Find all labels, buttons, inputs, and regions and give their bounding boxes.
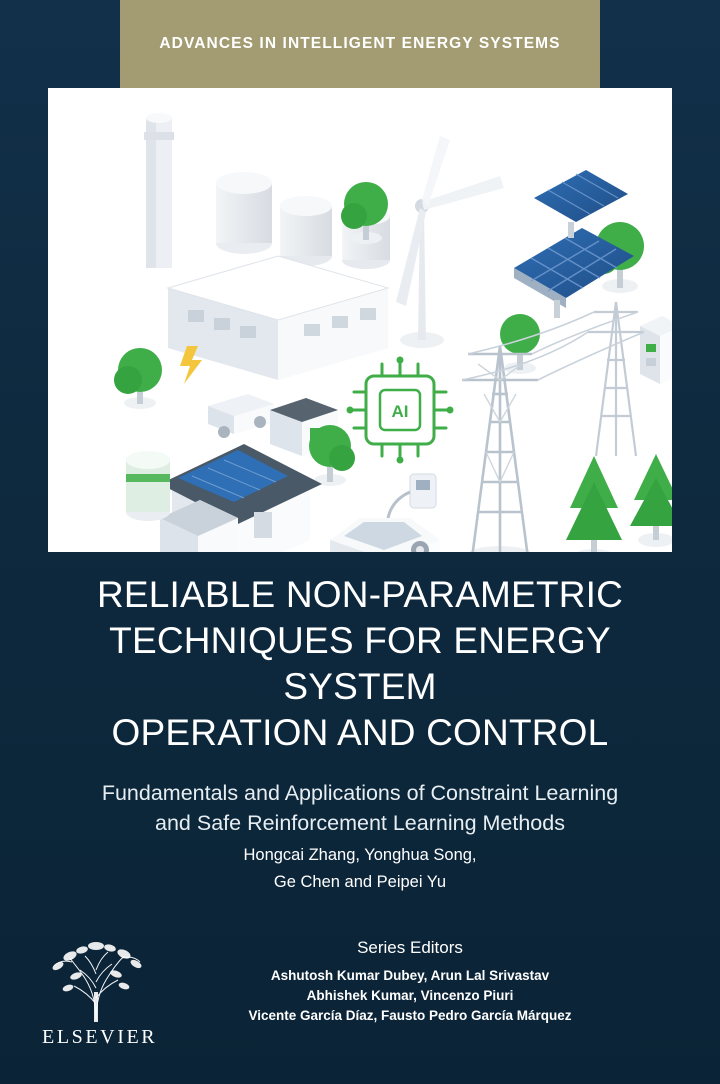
authors-line-2: Ge Chen and Peipei Yu bbox=[273, 873, 447, 891]
cover-illustration-panel bbox=[48, 88, 672, 552]
series-editor-line: Abhishek Kumar, Vincenzo Piuri bbox=[306, 988, 514, 1003]
title-line-3: OPERATION AND CONTROL bbox=[111, 712, 609, 753]
series-editor-line: Ashutosh Kumar Dubey, Arun Lal Srivastav bbox=[270, 968, 550, 983]
smokestack-icon bbox=[144, 113, 174, 268]
authors-line-1: Hongcai Zhang, Yonghua Song, bbox=[243, 846, 477, 864]
elsevier-tree-icon bbox=[42, 932, 150, 1024]
series-editors-block bbox=[150, 938, 670, 1026]
ai-chip-label: AI bbox=[391, 402, 409, 421]
series-banner-text: ADVANCES IN INTELLIGENT ENERGY SYSTEMS bbox=[159, 35, 561, 52]
publisher-wordmark: ELSEVIER bbox=[42, 1026, 158, 1048]
title-line-2: TECHNIQUES FOR ENERGY SYSTEM bbox=[109, 620, 611, 707]
series-editor-line: Vicente García Díaz, Fausto Pedro García Márquez bbox=[248, 1008, 572, 1023]
title-line-1: RELIABLE NON-PARAMETRIC bbox=[96, 574, 624, 615]
series-editors-heading: Series Editors bbox=[357, 938, 463, 957]
inverter-cabinet-icon bbox=[640, 316, 672, 384]
battery-tank-icon bbox=[126, 451, 170, 521]
publisher-logo bbox=[42, 932, 158, 1049]
series-banner bbox=[120, 0, 600, 88]
subtitle-line-2: and Safe Reinforcement Learning Methods bbox=[155, 811, 565, 835]
subtitle bbox=[30, 778, 690, 838]
subtitle-line-1: Fundamentals and Applications of Constraint Learning bbox=[101, 781, 619, 805]
energy-system-illustration bbox=[48, 88, 672, 552]
authors bbox=[30, 842, 690, 896]
title-block bbox=[30, 572, 690, 838]
page-title bbox=[30, 572, 690, 756]
